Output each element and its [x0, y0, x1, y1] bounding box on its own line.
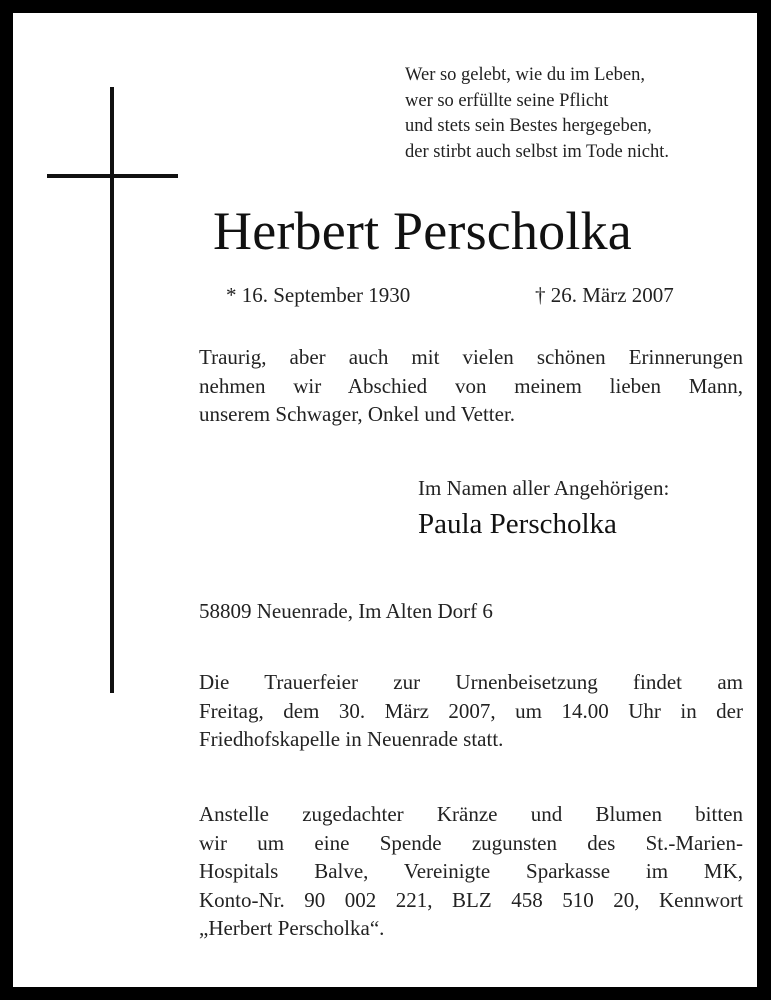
text-line: wir um eine Spende zugunsten des St.-Marien-	[199, 830, 743, 855]
service-text	[199, 668, 743, 754]
text-line: nehmen wir Abschied von meinem lieben Mann,	[199, 373, 743, 398]
memorial-verse	[405, 63, 669, 165]
text-line: Friedhofskapelle in Neuenrade statt.	[199, 727, 504, 751]
verse-line: Wer so gelebt, wie du im Leben,	[405, 65, 645, 85]
announcement-text	[199, 343, 743, 429]
text-line: unserem Schwager, Onkel und Vetter.	[199, 402, 516, 426]
donation-text	[199, 800, 743, 943]
text-line: Konto-Nr. 90 002 221, BLZ 458 510 20, Kennwort	[199, 887, 743, 912]
deceased-name: Herbert Perscholka	[213, 201, 632, 261]
signoff-text: Im Namen aller Angehörigen:	[418, 476, 670, 500]
obituary-notice	[13, 13, 757, 987]
death-date: † 26. März 2007	[535, 283, 674, 307]
text-line: Anstelle zugedachter Kränze und Blumen bitten	[199, 802, 743, 826]
text-line: Traurig, aber auch mit vielen schönen Erinnerungen	[199, 345, 743, 369]
text-line: Freitag, dem 30. März 2007, um 14.00 Uhr in der	[199, 698, 743, 723]
text-line: Hospitals Balve, Vereinigte Sparkasse im MK,	[199, 859, 743, 883]
verse-line: wer so erfüllte seine Pflicht	[405, 90, 609, 111]
text-line: „Herbert Perscholka“.	[199, 916, 385, 940]
verse-line: und stets sein Bestes hergegeben,	[405, 116, 652, 136]
verse-line: der stirbt auch selbst im Tode nicht.	[405, 141, 669, 162]
birth-date: * 16. September 1930	[226, 283, 411, 307]
text-line: Die Trauerfeier zur Urnenbeisetzung findet am	[199, 670, 743, 694]
address-text: 58809 Neuenrade, Im Alten Dorf 6	[199, 599, 493, 623]
signer-name: Paula Perscholka	[418, 508, 617, 540]
cross-icon-bar	[47, 174, 178, 178]
